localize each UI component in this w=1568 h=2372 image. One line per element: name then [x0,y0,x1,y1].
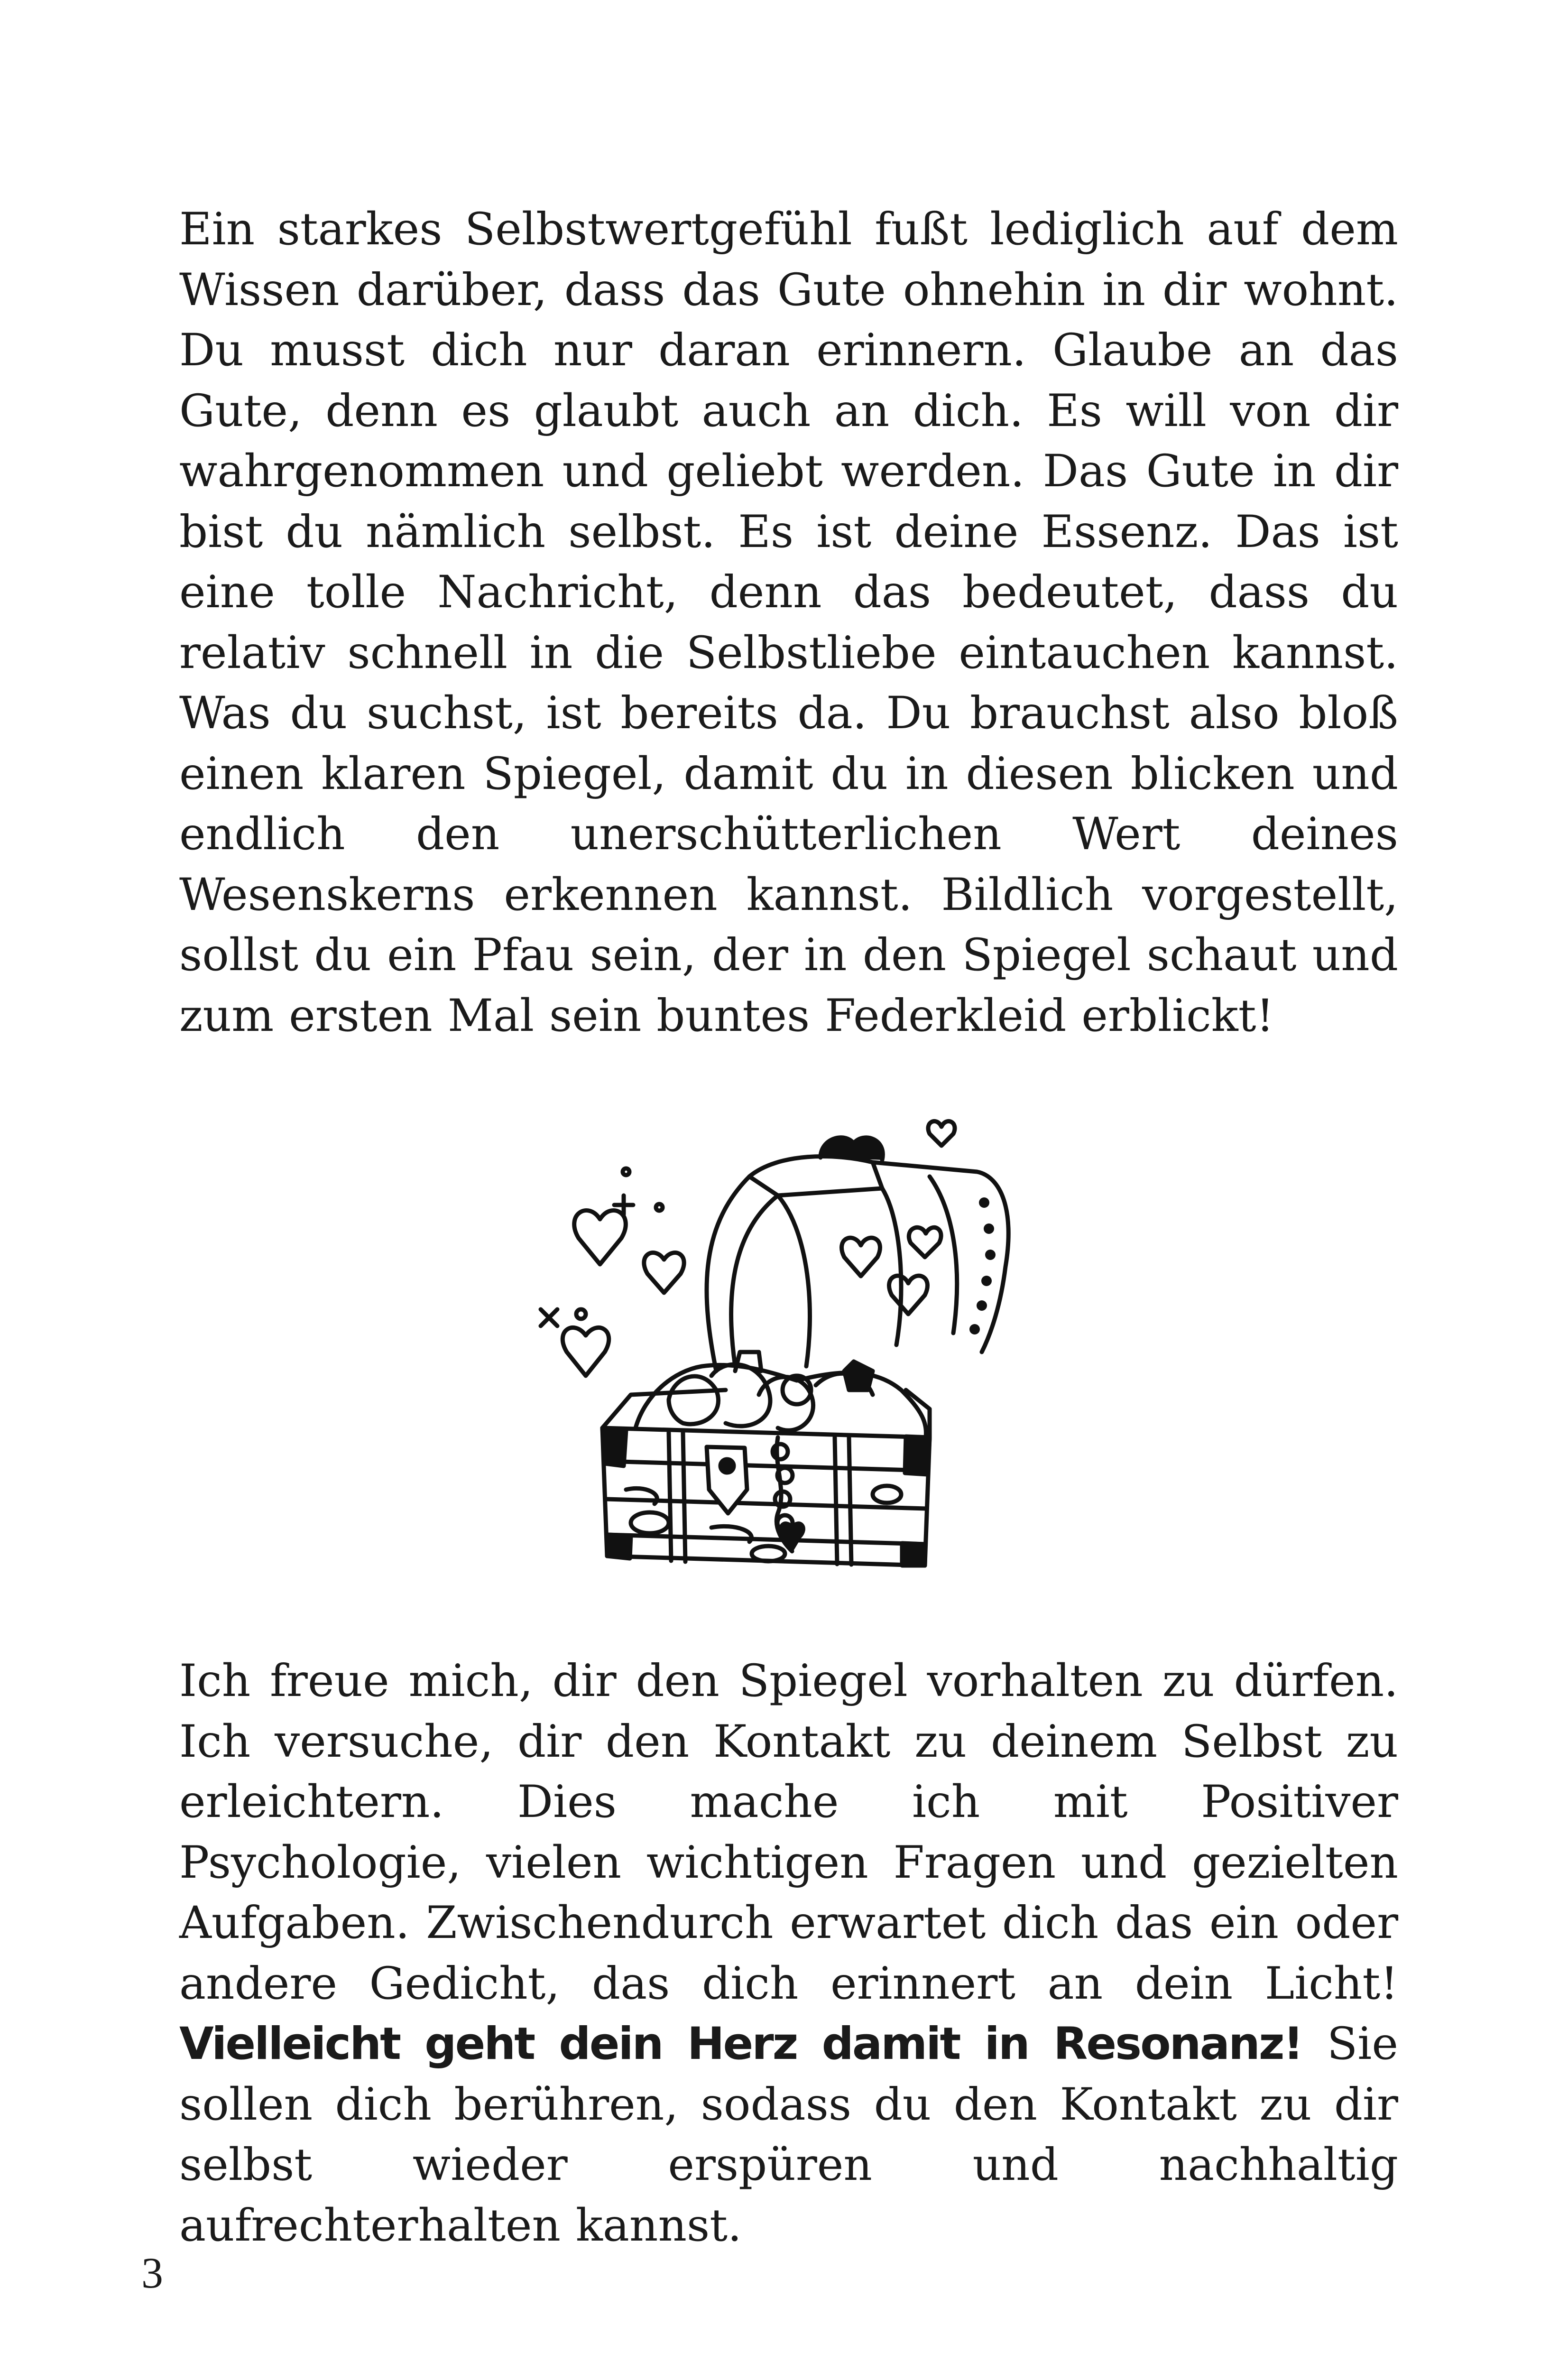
page-number: 3 [141,2249,163,2297]
paragraph-2-text-after: Sie sollen dich berühren, sodass du den Kontakt zu dir selbst wieder erspüren und nachhaltig aufrechterhalten kannst. [179,2018,1398,2252]
body-paragraph-2 [179,1651,1398,2256]
paragraph-2-emphasis: Vielleicht geht dein Herz damit in Resonanz! [179,2018,1302,2070]
paragraph-2-text-before: Ich freue mich, dir den Spiegel vorhalten zu dürfen. Ich versuche, dir den Kontakt zu deinem Selbst zu erleichtern. Dies mache ich mit Positiver Psychologie, vielen wichtigen Fragen und gezielten Aufgaben. Zwischendurch erwartet dich das ein oder andere Gedicht, das dich erinnert an dein Licht! [179,1655,1398,2010]
body-paragraph-1: Ein starkes Selbstwertgefühl fußt lediglich auf dem Wissen darüber, dass das Gute ohnehin in dir wohnt. Du musst dich nur daran erinnern. Glaube an das Gute, denn es glaubt auch an dich. Es will von dir wahrgenommen und geliebt werden. Das Gute in dir bist du nämlich selbst. Es ist deine Essenz. Das ist eine tolle Nachricht, denn das bedeutet, dass du relativ schnell in die Selbstliebe eintauchen kannst. Was du suchst, ist bereits da. Du brauchst also bloß einen klaren Spiegel, damit du in diesen blicken und endlich den unerschütterlichen Wert deines Wesenskerns erkennen kannst. Bildlich vorgestellt, sollst du ein Pfau sein, der in den Spiegel schaut und zum ersten Mal sein buntes Federkleid erblickt! [179,204,1398,1042]
treasure-chest-with-hearts-icon [512,1086,1072,1603]
